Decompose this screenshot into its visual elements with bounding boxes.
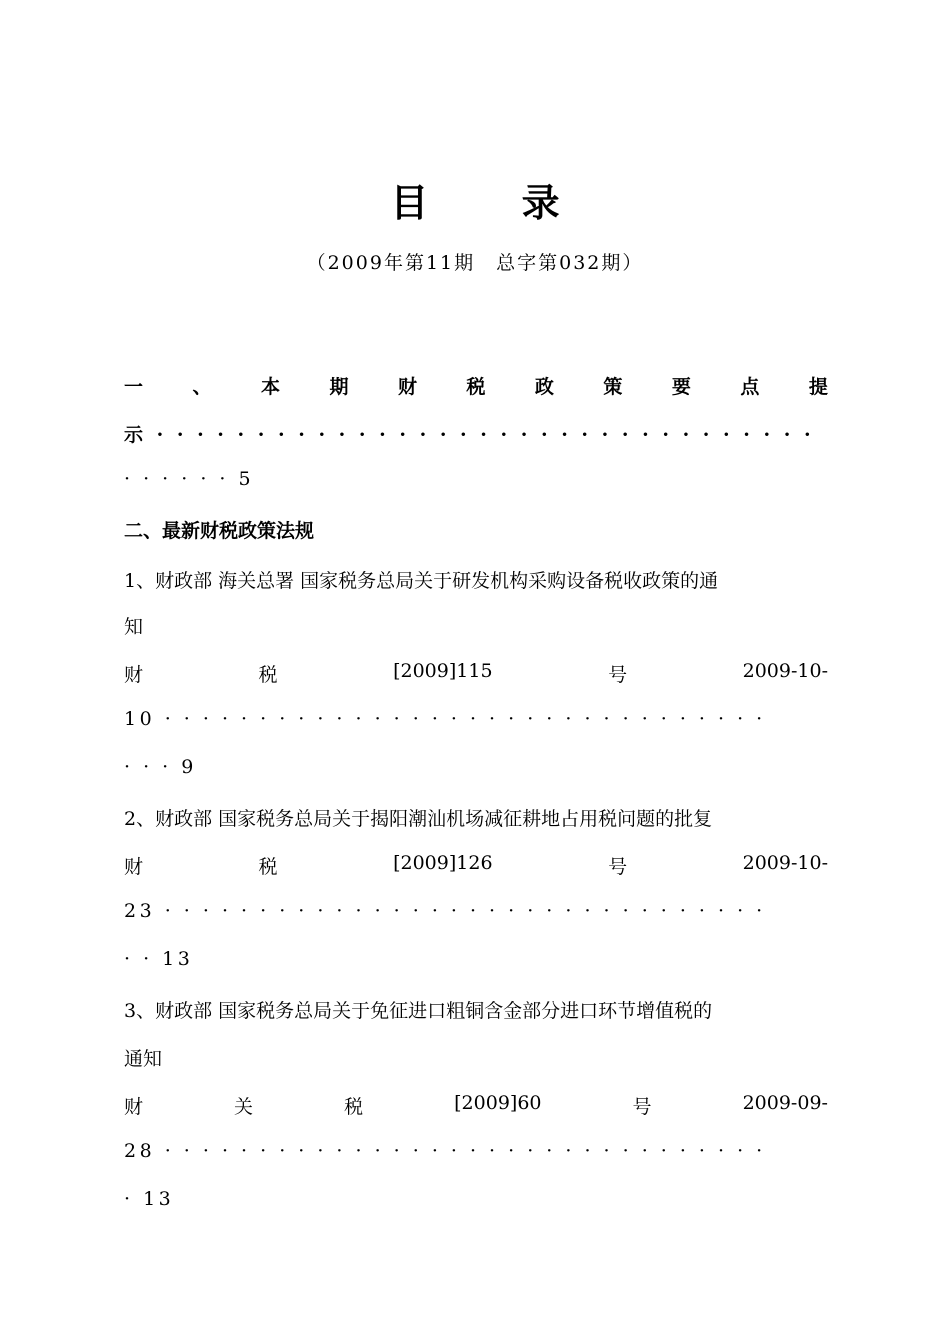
toc-item-2-docno — [124, 852, 828, 879]
page-title: 目 录 — [390, 180, 600, 225]
doc-part: 税 — [258, 856, 278, 878]
doc-part: 关 — [234, 1096, 254, 1118]
section-1-char: 策 — [603, 376, 623, 398]
doc-part: 财 — [124, 664, 144, 686]
section-1-char: 、 — [192, 376, 212, 398]
section-1-char: 税 — [466, 376, 486, 398]
toc-item-2-title[interactable]: 2、财政部 国家税务总局关于揭阳潮汕机场减征耕地占用税问题的批复 — [124, 808, 713, 830]
section-1-char: 本 — [260, 376, 280, 398]
toc-item-1-leader: 10 · · · · · · · · · · · · · · · · · · · · · · · · · · · · · · · · — [124, 708, 766, 730]
toc-item-3-docno — [124, 1092, 828, 1119]
section-1-char: 期 — [329, 376, 349, 398]
toc-item-2-leader: 23 · · · · · · · · · · · · · · · · · · · · · · · · · · · · · · · · — [124, 900, 766, 922]
toc-item-1-page: · · · 9 — [124, 756, 197, 778]
section-1-char: 一 — [124, 376, 144, 398]
section-1-page: · · · · · · 5 — [124, 468, 255, 490]
section-1-char: 提 — [808, 376, 828, 398]
section-1-heading[interactable] — [124, 372, 828, 399]
section-1-char: 财 — [397, 376, 417, 398]
section-1-leader: 示 · · · · · · · · · · · · · · · · · · · · · · · · · · · · · · · · · — [124, 424, 815, 446]
section-1-char: 政 — [534, 376, 554, 398]
doc-part: 税 — [344, 1096, 364, 1118]
doc-part: 号 — [632, 1096, 652, 1118]
section-1-char: 要 — [671, 376, 691, 398]
doc-part: 2009-09- — [742, 1092, 828, 1114]
doc-part: [2009]126 — [393, 852, 493, 874]
section-2-heading[interactable]: 二、最新财税政策法规 — [124, 520, 315, 542]
toc-item-2-page: · · 13 — [124, 948, 194, 970]
toc-item-3-page: · 13 — [124, 1188, 175, 1210]
toc-item-1-title[interactable]: 1、财政部 海关总署 国家税务总局关于研发机构采购设备税收政策的通 — [124, 570, 719, 592]
doc-part: 财 — [124, 856, 144, 878]
toc-item-3-title[interactable]: 3、财政部 国家税务总局关于免征进口粗铜含金部分进口环节增值税的 — [124, 1000, 713, 1022]
doc-part: 财 — [124, 1096, 144, 1118]
doc-part: 2009-10- — [742, 660, 828, 682]
section-1-char: 点 — [740, 376, 760, 398]
doc-part: [2009]60 — [454, 1092, 542, 1114]
toc-item-3-leader: 28 · · · · · · · · · · · · · · · · · · · · · · · · · · · · · · · · — [124, 1140, 766, 1162]
toc-item-3-title-cont: 通知 — [124, 1048, 163, 1070]
doc-part: 税 — [258, 664, 278, 686]
doc-part: 号 — [608, 664, 628, 686]
issue-subtitle: （2009年第11期 总字第032期） — [306, 252, 644, 274]
toc-item-1-title-cont: 知 — [124, 616, 144, 638]
doc-part: 号 — [608, 856, 628, 878]
doc-part: 2009-10- — [742, 852, 828, 874]
toc-item-1-docno — [124, 660, 828, 687]
doc-part: [2009]115 — [393, 660, 493, 682]
